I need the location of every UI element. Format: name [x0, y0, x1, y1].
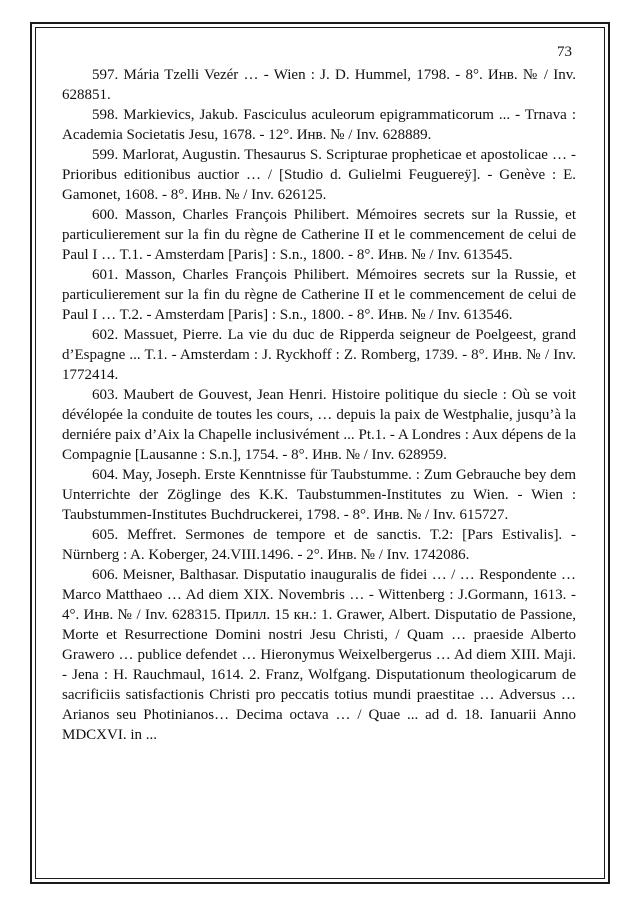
catalog-entry-601: 601. Masson, Charles François Philibert. Mémoires secrets sur la Russie, et particulierement sur la fin du règne de Catherine II et le commencement de celui de Paul I … T.2. - Amsterdam [Paris] : S.n., 1800. - 8°. Инв. № / Inv. 613546.: [62, 267, 576, 323]
catalog-entry-603: 603. Maubert de Gouvest, Jean Henri. Histoire politique du siecle : Où se voit dévélopée la conduite de toutes les cours, … depuis la paix de Westphalie, jusqu’à la derniére paix d’Aix la Chapelle inclusivément ... Pt.1. - A Londres : Aux dépens de la Compagnie [Lausanne : S.n.], 1754. - 8°. Инв. № / Inv. 628959.: [62, 387, 576, 463]
catalog-entry-606: 606. Meisner, Balthasar. Disputatio inauguralis de fidei … / … Respondente … Marco Matthaeo … Ad diem XIX. Novembris … - Wittenberg : J.Gormann, 1613. - 4°. Инв. № / Inv. 628315. Прилл. 15 кн.: 1. Grawer, Albert. Disputatio de Passione, Morte et Resurrectione Domini nostri Jesu Christi, / Quam … praeside Alberto Grawero … publice defendet … Hieronymus Weixelbergerus … Ad diem XIII. Maji. - Jena : H. Rauchmaul, 1614. 2. Franz, Wolfgang. Disputationum theologicarum de sacrificiis satisfactionis Christi pro peccatis totius mundi praestitae … Adversus … Arianos seu Photinianos… Decima octava … / Quae ... ad d. 18. Ianuarii Anno MDCXVI. in ...: [62, 567, 576, 743]
page-number: 73: [557, 44, 572, 60]
catalog-entry-604: 604. May, Joseph. Erste Kenntnisse für Taubstumme. : Zum Gebrauche bey dem Unterrichte der Zöglinge des K.K. Taubstummen-Institutes zu Wien. - Wien : Taubstummen-Institutes Buchdruckerei, 1798. - 8°. Инв. № / Inv. 615727.: [62, 467, 576, 523]
catalog-entries: [62, 65, 576, 745]
catalog-entry-605: 605. Meffret. Sermones de tempore et de sanctis. T.2: [Pars Estivalis]. - Nürnberg : A. Koberger, 24.VIII.1496. - 2°. Инв. № / Inv. 1742086.: [62, 527, 576, 563]
catalog-entry-602: 602. Massuet, Pierre. La vie du duc de Ripperda seigneur de Poelgeest, grand d’Espagne ... T.1. - Amsterdam : J. Ryckhoff : Z. Romberg, 1739. - 8°. Инв. № / Inv. 1772414.: [62, 327, 576, 383]
catalog-entry-597: 597. Mária Tzelli Vezér … - Wien : J. D. Hummel, 1798. - 8°. Инв. № / Inv. 628851.: [62, 67, 576, 103]
catalog-entry-599: 599. Marlorat, Augustin. Thesaurus S. Scripturae propheticae et apostolicae … - Prioribus editionibus auctior … / [Studio d. Gulielmi Feuguereÿ]. - Genève : E. Gamonet, 1608. - 8°. Инв. № / Inv. 626125.: [62, 147, 576, 203]
catalog-entry-598: 598. Markievics, Jakub. Fasciculus aculeorum epigrammaticorum ... - Trnava : Academia Societatis Jesu, 1678. - 12°. Инв. № / Inv. 628889.: [62, 107, 576, 143]
catalog-entry-600: 600. Masson, Charles François Philibert. Mémoires secrets sur la Russie, et particulierement sur la fin du règne de Catherine II et le commencement de celui de Paul I … T.1. - Amsterdam [Paris] : S.n., 1800. - 8°. Инв. № / Inv. 613545.: [62, 207, 576, 263]
